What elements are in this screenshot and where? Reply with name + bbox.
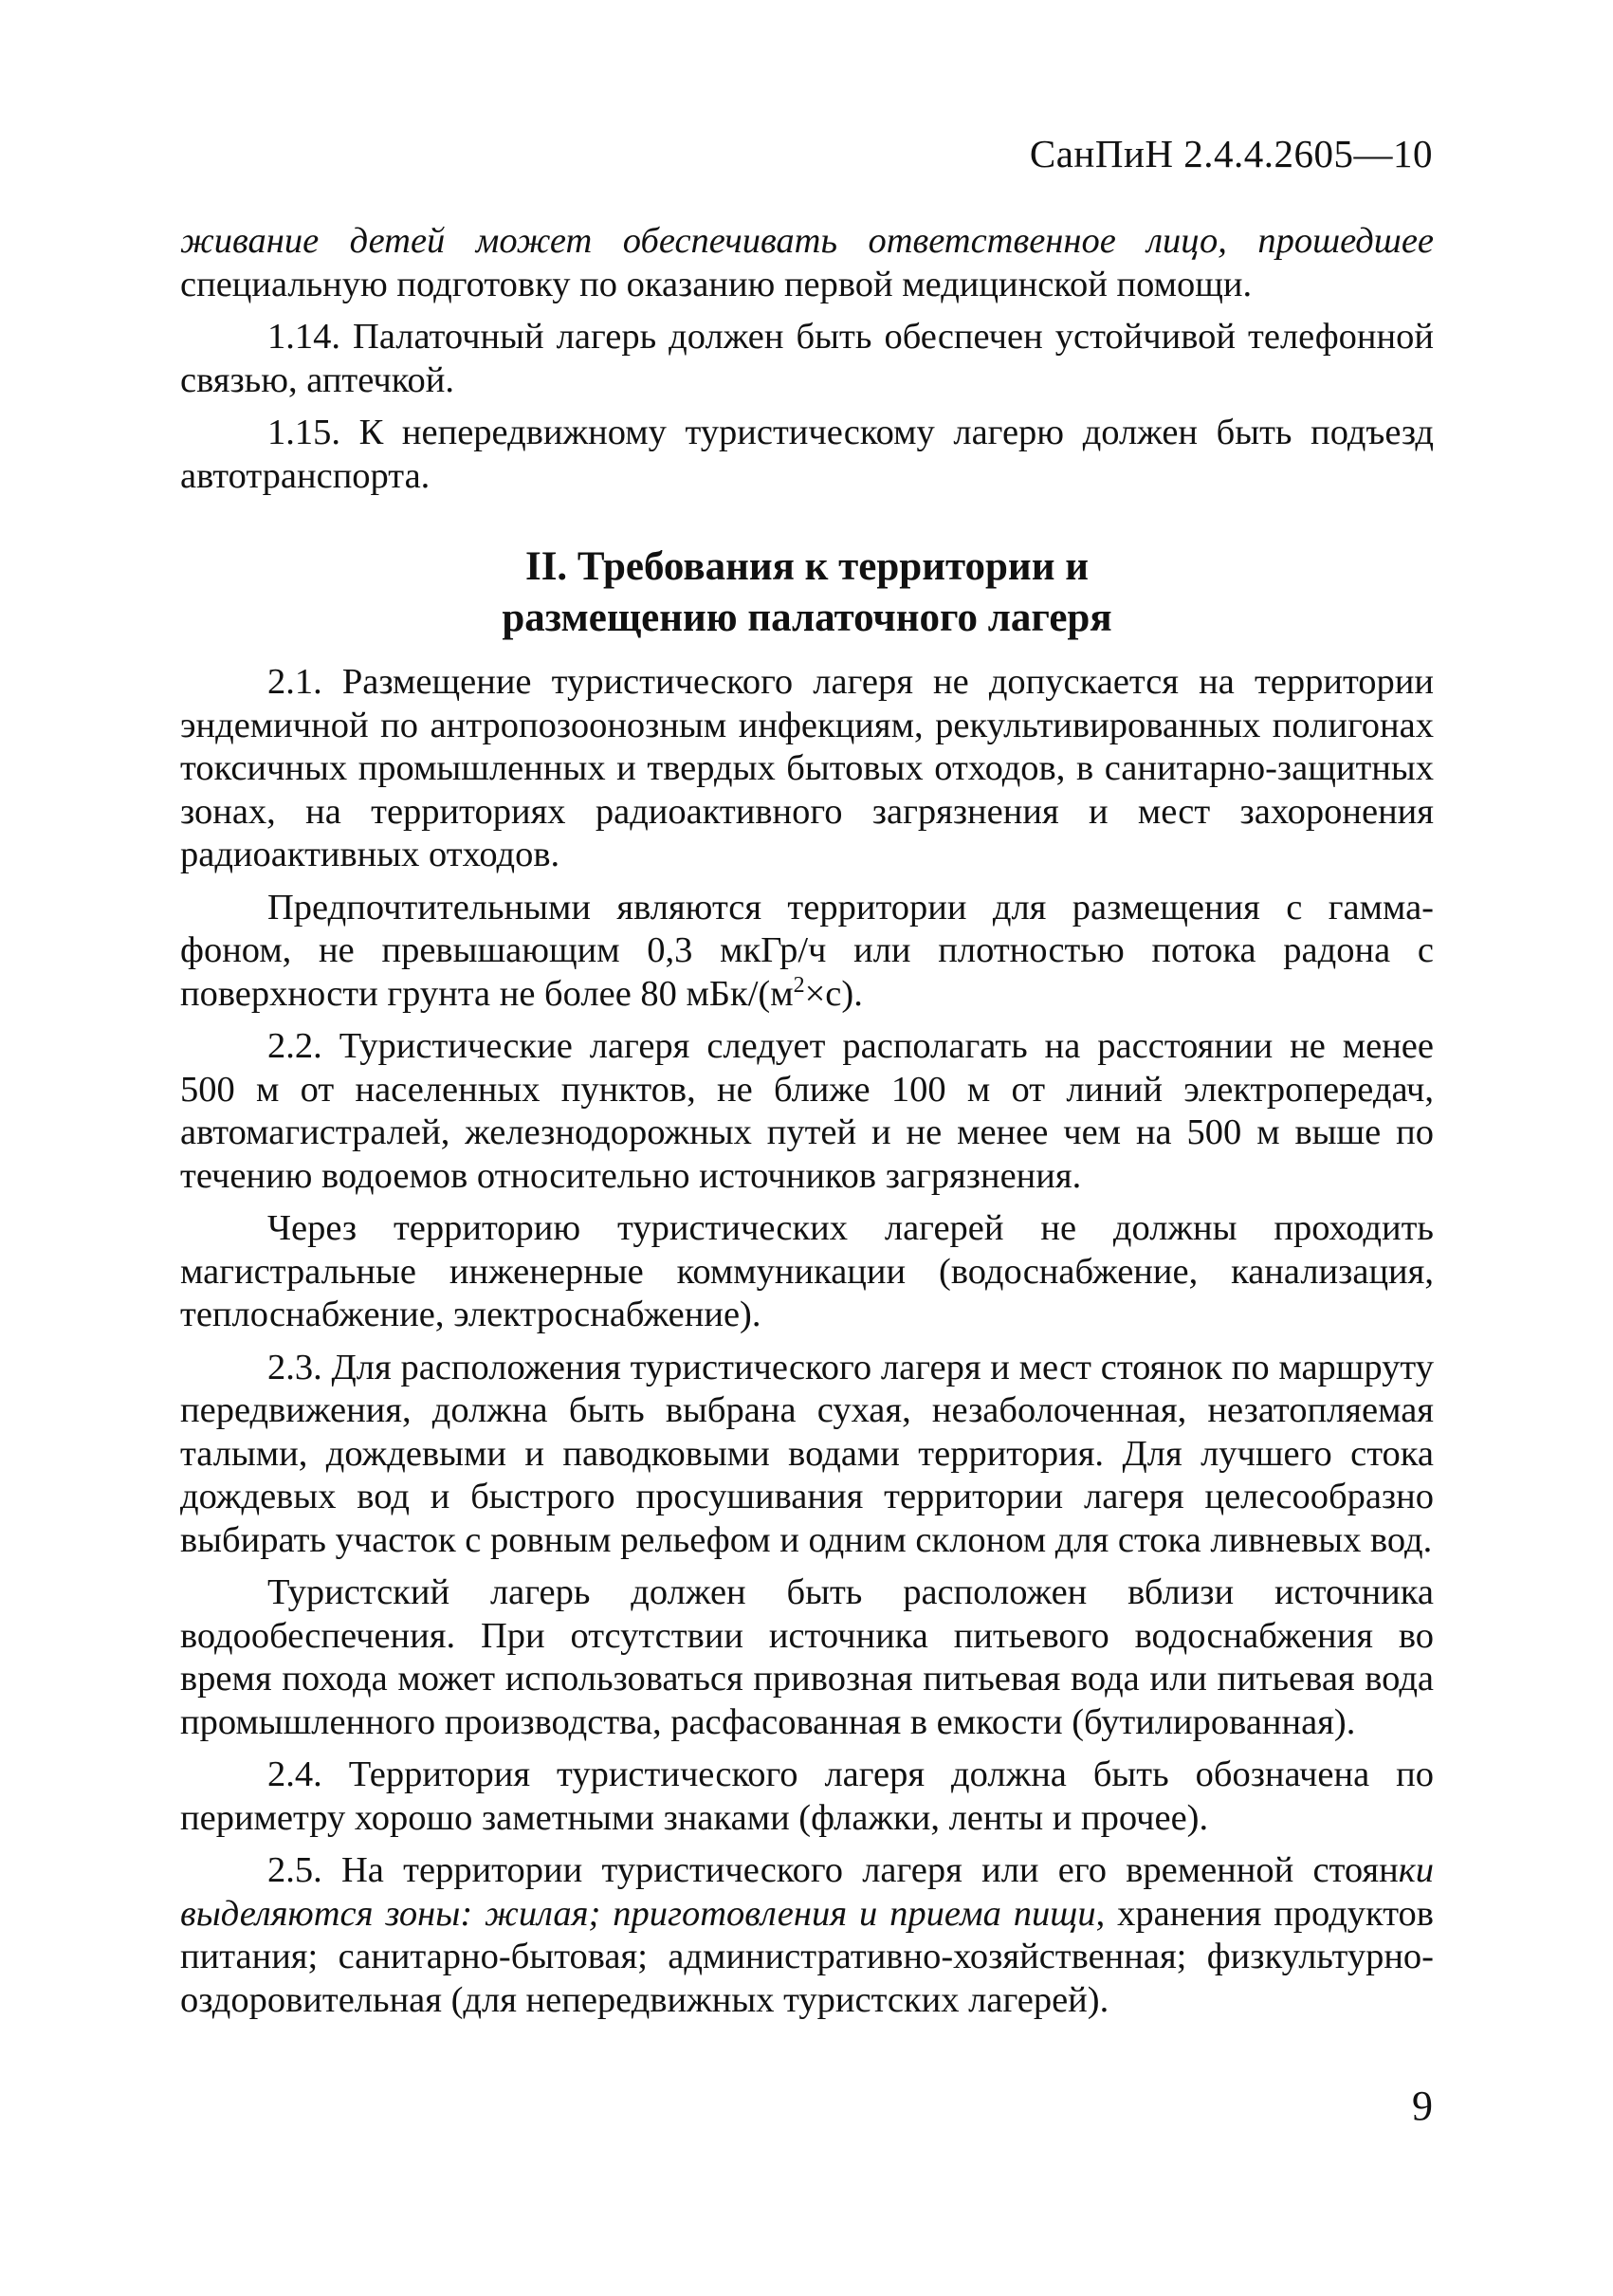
paragraph-communications: Через территорию туристических лагерей не должны проходить магистральные инженерные коммуникации (водоснабжение, канализация, теплоснабжение, электроснабжение). xyxy=(180,1208,1434,1334)
paragraph-water-supply: Туристский лагерь должен быть расположен вблизи источника водообеспечения. При отсутствии источника питьевого водоснабжения во время похода может использоваться привозная питьевая вода или питьевая вода промышленного производства, расфасованная в емкости (бутилированная). xyxy=(180,1572,1434,1742)
section-heading-line-2: размещению палаточного лагеря xyxy=(502,596,1112,640)
paragraph-2-3: 2.3. Для расположения туристического лагеря и мест стоянок по маршруту передвижения, должна быть выбрана сухая, незаболоченная, незатопляемая талыми, дождевыми и паводковыми водами территория. Для лучшего стока дождевых вод и быстрого просушивания территории лагеря целесообразно выбирать участок с ровным рельефом и одним склоном для стока ливневых вод. xyxy=(180,1347,1434,1560)
section-heading xyxy=(180,542,1434,644)
paragraph-2-1: 2.1. Размещение туристического лагеря не допускается на территории эндемичной по антропозоонозным инфекциям, рекультивированных полигонах токсичных промышленных и твердых бытовых отходов, в санитарно-защитных зонах, на территориях радиоактивного загрязнения и мест захоронения радиоактивных отходов. xyxy=(180,662,1434,874)
paragraph-text-end: ×с). xyxy=(804,973,863,1014)
paragraph-radon xyxy=(180,887,1434,1017)
paragraph-1-14: 1.14. Палаточный лагерь должен быть обеспечен устойчивой телефонной связью, аптечкой. xyxy=(180,317,1434,400)
running-header: СанПиН 2.4.4.2605—10 xyxy=(1029,132,1433,175)
italic-text: живание детей может обеспечивать ответственное лицо, прошедшее xyxy=(180,221,1434,261)
paragraph-2-5 xyxy=(180,1849,1434,2022)
paragraph-text: Предпочтительными являются территории для размещения с гамма-фоном, не превышающим 0,3 мкГр/ч или плотностью потока радона с поверхности грунта не более 80 мБк/(м xyxy=(180,887,1434,1014)
paragraph-2-2: 2.2. Туристические лагеря следует располагать на расстоянии не менее 500 м от населенных пунктов, не ближе 100 м от линий электропередач, автомагистралей, железнодорожных путей и не менее чем на 500 м выше по течению водоемов относительно источников загрязнения. xyxy=(180,1026,1434,1196)
superscript: 2 xyxy=(793,972,805,998)
paragraph-text-end: , хранения продуктов питания; санитарно-бытовая; административно-хозяйственная; физкультурно-оздоровительная (для непередвижных туристских лагерей). xyxy=(180,1893,1434,2020)
body-text xyxy=(180,220,1434,2022)
section-heading-line-1: II. Требования к территории и xyxy=(524,544,1090,589)
page-number: 9 xyxy=(1412,2083,1433,2129)
paragraph-1-15: 1.15. К непередвижному туристическому лагерю должен быть подъезд автотранспорта. xyxy=(180,413,1434,496)
paragraph-2-4: 2.4. Территория туристического лагеря должна быть обозначена по периметру хорошо заметными знаками (флажки, ленты и прочее). xyxy=(180,1754,1434,1838)
paragraph-text: специальную подготовку по оказанию первой медицинской помощи. xyxy=(180,264,1253,304)
paragraph-text: 2.5. На территории туристического лагеря или его временной стоян xyxy=(267,1850,1399,1890)
italic-text: ки выделяются зоны: жилая; приготовления и приема пищи xyxy=(180,1850,1434,1934)
paragraph-continuation xyxy=(180,220,1434,306)
